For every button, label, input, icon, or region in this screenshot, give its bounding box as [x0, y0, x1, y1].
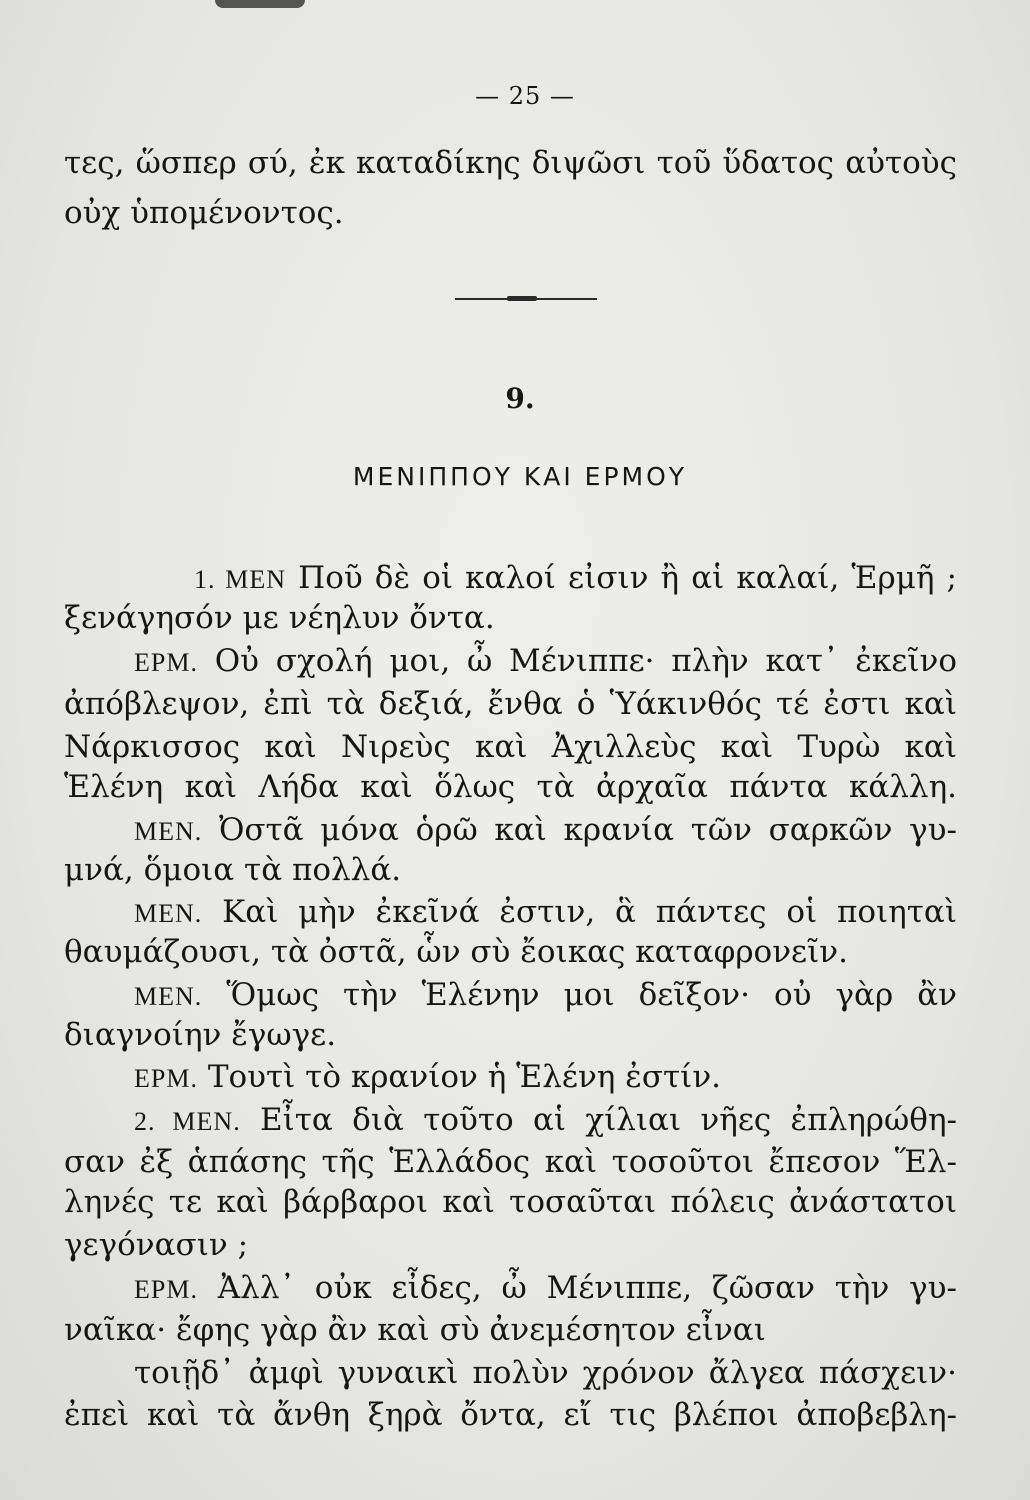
speaker-label: ΜΕΝ. [134, 982, 203, 1011]
page-number: — 25 — [475, 82, 575, 110]
dialogue-line [64, 684, 957, 724]
line-text: Καὶ μὴν ἐκεῖνά ἐστιν, ἃ πάντες οἱ ποιηταὶ [202, 894, 957, 930]
dialogue-line [134, 1100, 957, 1142]
speaker-label: ΕΡΜ. [134, 648, 198, 677]
dialogue-line [64, 850, 957, 890]
line-text: Ὅμως τὴν Ἑλένην μοι δεῖξον· οὐ γὰρ ἂν [202, 977, 957, 1013]
speaker-label: ΕΡΜ. [134, 1275, 198, 1304]
dialogue-line [64, 1310, 957, 1350]
line-text: τοιῇδ᾽ ἀμφὶ γυναικὶ πολὺν χρόνον ἄλγεα πάσχειν· [134, 1355, 957, 1391]
line-text: γεγόνασιν ; [64, 1227, 249, 1263]
speaker-label: 2. ΜΕΝ. [134, 1107, 241, 1136]
line-text: ναῖκα· ἔφης γὰρ ἂν καὶ σὺ ἀνεμέσητον εἶναι [64, 1312, 766, 1348]
line-text: Τουτὶ τὸ κρανίον ἡ Ἑλένη ἐστίν. [197, 1059, 722, 1095]
section-number: 9. [505, 382, 535, 415]
section-title: ΜΕΝΙΠΠΟΥ ΚΑΙ ΕΡΜΟΥ [352, 462, 688, 491]
dialogue-line [64, 932, 957, 972]
dialogue-line [64, 1142, 957, 1182]
dialogue-line [134, 641, 957, 683]
dialogue-line [134, 810, 957, 852]
speaker-label: ΜΕΝ. [134, 899, 203, 928]
line-text: διαγνοίην ἔγωγε. [64, 1017, 337, 1053]
dialogue-line [134, 1353, 957, 1393]
dialogue-line [134, 1057, 957, 1099]
speaker-label: 1. ΜΕΝ [194, 565, 287, 594]
line-text: μνά, ὅμοια τὰ πολλά. [64, 852, 402, 888]
dialogue-line [64, 1015, 957, 1055]
line-text: Ἀλλ᾽ οὐκ εἶδες, ὦ Μένιππε, ζῶσαν τὴν γυ- [197, 1270, 957, 1306]
page-edge-mark [215, 0, 305, 8]
section-divider [455, 298, 597, 300]
line-text: Νάρκισσος καὶ Νιρεὺς καὶ Ἀχιλλεὺς καὶ Τυρὼ καὶ [64, 729, 957, 765]
dialogue-line [64, 1182, 957, 1222]
dialogue-line [64, 727, 957, 767]
speaker-label: ΜΕΝ. [134, 817, 203, 846]
line-text: ξενάγησόν με νέηλυν ὄντα. [64, 600, 495, 636]
text-line: οὐχ ὑπομένοντος. [64, 195, 344, 231]
dialogue-line [64, 598, 957, 638]
dialogue-line [64, 1225, 957, 1265]
dialogue-line [134, 975, 957, 1017]
line-text: ἀπόβλεψον, ἐπὶ τὰ δεξιά, ἔνθα ὁ Ὑάκινθός τέ ἐστι καὶ [64, 686, 957, 722]
line-text: ἐπεὶ καὶ τὰ ἄνθη ξηρὰ ὄντα, εἴ τις βλέποι ἀποβεβλη- [64, 1397, 957, 1433]
line-text: Ἑλένη καὶ Λήδα καὶ ὅλως τὰ ἀρχαῖα πάντα κάλλη. [64, 769, 957, 805]
line-text: ληνές τε καὶ βάρβαροι καὶ τοσαῦται πόλεις ἀνάστατοι [64, 1184, 957, 1220]
dialogue-line [64, 767, 957, 807]
dialogue-line [194, 558, 957, 600]
dialogue-line [64, 1395, 957, 1435]
dialogue-line [134, 892, 957, 934]
line-text: Ὀστᾶ μόνα ὁρῶ καὶ κρανία τῶν σαρκῶν γυ- [202, 812, 957, 848]
line-text: θαυμάζουσι, τὰ ὀστᾶ, ὧν σὺ ἔοικας καταφρονεῖν. [64, 934, 848, 970]
speaker-label: ΕΡΜ. [134, 1064, 198, 1093]
line-text: Ποῦ δὲ οἱ καλοί εἰσιν ἢ αἱ καλαί, Ἑρμῆ ; [286, 560, 957, 596]
text-line: τες, ὥσπερ σύ, ἐκ καταδίκης διψῶσι τοῦ ὕδατος αὐτοὺς [64, 145, 957, 181]
dialogue-line [134, 1268, 957, 1310]
line-text: Οὐ σχολή μοι, ὦ Μένιππε· πλὴν κατ᾽ ἐκεῖνο [197, 643, 957, 679]
line-text: Εἶτα διὰ τοῦτο αἱ χίλιαι νῆες ἐπληρώθη- [240, 1102, 957, 1138]
line-text: σαν ἐξ ἁπάσης τῆς Ἑλλάδος καὶ τοσοῦτοι ἔπεσον Ἕλ- [64, 1144, 957, 1180]
